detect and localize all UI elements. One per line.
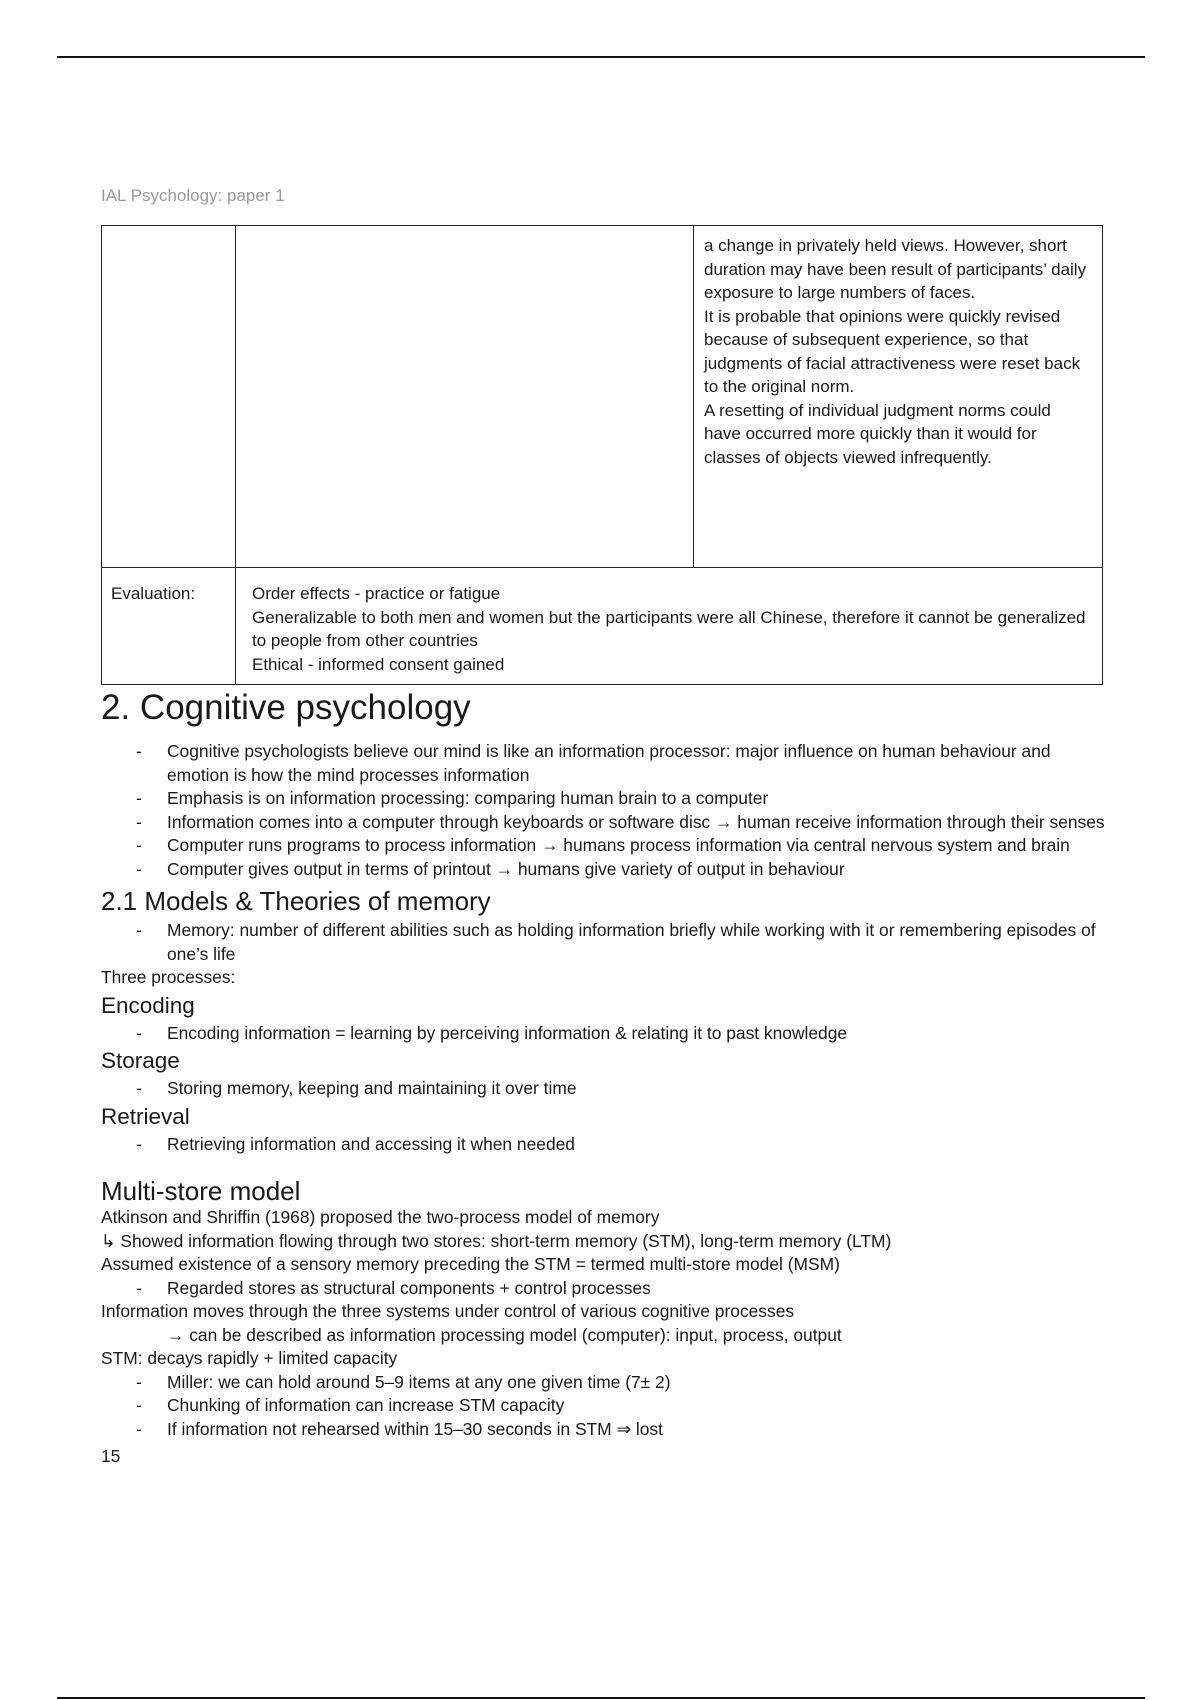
encoding-bullets [101, 1022, 1111, 1046]
retrieval-bullets [101, 1133, 1111, 1157]
table-cell-empty [102, 226, 236, 568]
page-header: IAL Psychology: paper 1 [101, 186, 285, 205]
processes-intro: Three processes: [101, 967, 236, 987]
list-item: - Computer runs programs to process information → humans process information via central nervous system and brain [167, 834, 1111, 858]
main-content [101, 688, 1111, 1469]
list-item: - Retrieving information and accessing it when needed [167, 1133, 1111, 1157]
findings-line: It is probable that opinions were quickly revised because of subsequent experience, so that judgments of facial attractiveness were reset back to the original norm. [704, 306, 1081, 396]
list-item: - Encoding information = learning by perceiving information & relating it to past knowledge [167, 1022, 1111, 1046]
msm-line: ↳ Showed information flowing through two stores: short-term memory (STM), long-term memory (LTM) [101, 1230, 892, 1251]
list-item: - Regarded stores as structural components + control processes [167, 1277, 1111, 1301]
list-item: - Computer gives output in terms of printout → humans give variety of output in behaviour [167, 858, 1111, 882]
list-item: - Miller: we can hold around 5–9 items at any one given time (7± 2) [167, 1371, 1111, 1395]
list-item: - Chunking of information can increase STM capacity [167, 1394, 1111, 1418]
evaluation-line: Generalizable to both men and women but the participants were all Chinese, therefore it cannot be generalized to people from other countries [252, 607, 1086, 650]
table-cell-findings [694, 226, 1103, 568]
msm-bullets [101, 1277, 1111, 1301]
bottom-rule [57, 1697, 1145, 1699]
subsection-title: 2.1 Models & Theories of memory [101, 886, 491, 916]
evaluation-line: Order effects - practice or fatigue [252, 584, 501, 603]
page-number: 15 [101, 1446, 121, 1466]
cognitive-bullets [101, 740, 1111, 881]
list-item: - Storing memory, keeping and maintaining it over time [167, 1077, 1111, 1101]
list-item: - Cognitive psychologists believe our mind is like an information processor: major influence on human behaviour and emotion is how the mind processes information [167, 740, 1111, 787]
list-item: - Memory: number of different abilities such as holding information briefly while working with it or remembering episodes of one’s life [167, 919, 1111, 966]
msm-line: Assumed existence of a sensory memory preceding the STM = termed multi-store model (MSM) [101, 1254, 840, 1274]
table-row [102, 568, 1103, 685]
msm-title: Multi-store model [101, 1176, 301, 1206]
table-row [102, 226, 1103, 568]
evaluation-line: Ethical - informed consent gained [252, 654, 505, 674]
storage-bullets [101, 1077, 1111, 1101]
memory-bullets [101, 919, 1111, 966]
evaluation-text [236, 568, 1103, 685]
msm-line: → can be described as information processing model (computer): input, process, output [167, 1324, 842, 1345]
retrieval-heading: Retrieval [101, 1103, 190, 1129]
msm-line: STM: decays rapidly + limited capacity [101, 1348, 398, 1368]
list-item: - If information not rehearsed within 15–30 seconds in STM ⇒ lost [167, 1418, 1111, 1442]
table-cell-empty [236, 226, 694, 568]
findings-line: a change in privately held views. However, short duration may have been result of participants’ daily exposure to large numbers of faces. [704, 236, 1087, 302]
top-rule [57, 56, 1145, 58]
stm-bullets [101, 1371, 1111, 1442]
study-table [101, 225, 1103, 685]
list-item: - Emphasis is on information processing: comparing human brain to a computer [167, 787, 1111, 811]
findings-line: A resetting of individual judgment norms could have occurred more quickly than it would for classes of objects viewed infrequently. [704, 400, 1051, 467]
msm-line: Information moves through the three systems under control of various cognitive processes [101, 1301, 795, 1321]
msm-line: Atkinson and Shriffin (1968) proposed the two-process model of memory [101, 1207, 660, 1227]
evaluation-label: Evaluation: [102, 568, 236, 685]
encoding-heading: Encoding [101, 992, 195, 1018]
section-title: 2. Cognitive psychology [101, 688, 471, 727]
list-item: - Information comes into a computer through keyboards or software disc → human receive information through their senses [167, 811, 1111, 835]
storage-heading: Storage [101, 1048, 180, 1073]
